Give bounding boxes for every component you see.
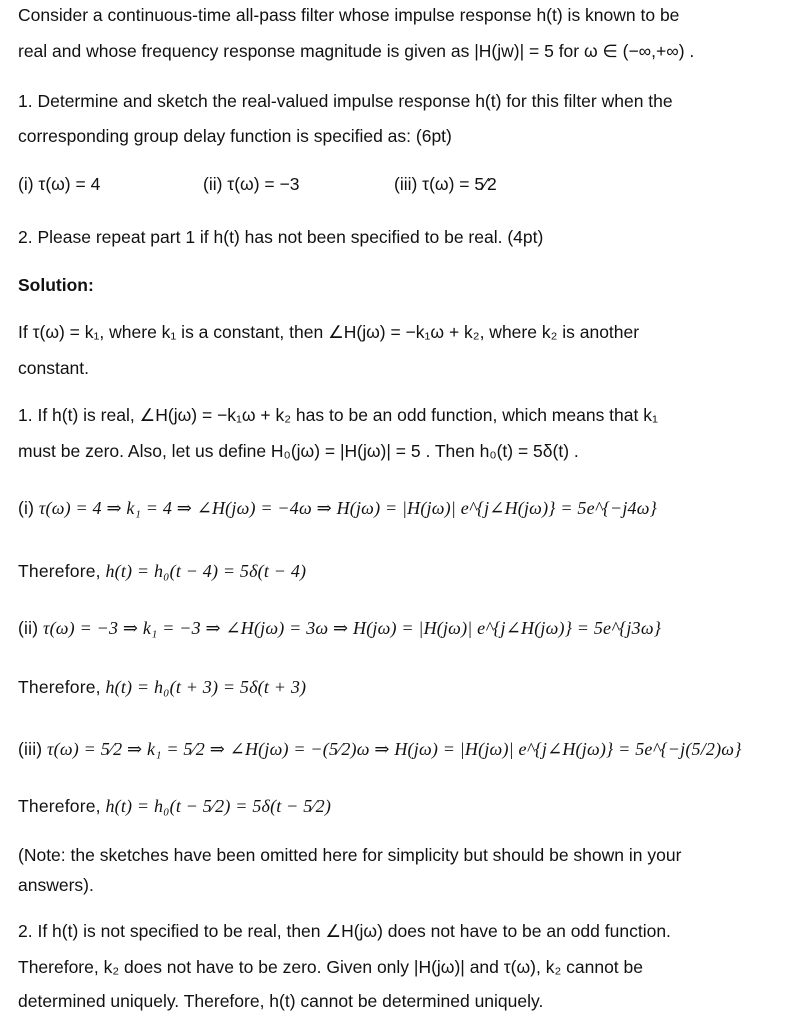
case-ii-equation: τ(ω) = −3 ⇒ k₁ = −3 ⇒ ∠H(jω) = 3ω ⇒ H(jω) = |H(jω)| e^{j∠H(jω)} = 5e^{j3ω}: [42, 618, 662, 638]
case-iii-result-line: [18, 795, 331, 817]
case-i-question: (i) τ(ω) = 4: [18, 174, 101, 194]
case-ii-label: (ii): [18, 618, 39, 638]
case-ii-result-line: [18, 676, 306, 698]
solution-part2-line-3: determined uniquely. Therefore, h(t) cannot be determined uniquely.: [18, 991, 544, 1011]
solution-part2-line-1: 2. If h(t) is not specified to be real, then ∠H(jω) does not have to be an odd function.: [18, 921, 671, 941]
case-ii-equation-line: [18, 617, 661, 639]
case-ii-result: h(t) = h₀(t + 3) = 5δ(t + 3): [105, 677, 307, 697]
case-iii-therefore: Therefore,: [18, 796, 101, 816]
solution-part1-line-2: must be zero. Also, let us define H₀(jω) = |H(jω)| = 5 . Then h₀(t) = 5δ(t) .: [18, 441, 579, 461]
solution-part2-line-2: Therefore, k₂ does not have to be zero. Given only |H(jω)| and τ(ω), k₂ cannot be: [18, 957, 643, 977]
case-i-therefore: Therefore,: [18, 561, 101, 581]
problem-intro-line-2: real and whose frequency response magnitude is given as |H(jw)| = 5 for ω ∈ (−∞,+∞) .: [18, 41, 695, 61]
case-i-result-line: [18, 560, 306, 582]
solution-intro-line-2: constant.: [18, 358, 90, 378]
case-ii-therefore: Therefore,: [18, 677, 101, 697]
case-iii-equation-line: [18, 738, 742, 760]
case-i-equation-line: [18, 497, 657, 519]
case-iii-result: h(t) = h₀(t − 5⁄2) = 5δ(t − 5⁄2): [105, 796, 332, 816]
part1-question-line-2: corresponding group delay function is specified as: (6pt): [18, 126, 452, 146]
note-line-2: answers).: [18, 875, 94, 895]
case-i-label: (i): [18, 498, 35, 518]
part1-question-line-1: 1. Determine and sketch the real-valued impulse response h(t) for this filter when the: [18, 91, 673, 111]
note-line-1: (Note: the sketches have been omitted here for simplicity but should be shown in your: [18, 845, 682, 865]
part2-question: 2. Please repeat part 1 if h(t) has not been specified to be real. (4pt): [18, 227, 544, 247]
case-iii-label: (iii): [18, 739, 43, 759]
solution-part1-line-1: 1. If h(t) is real, ∠H(jω) = −k₁ω + k₂ has to be an odd function, which means that k₁: [18, 405, 658, 425]
solution-intro-line-1: If τ(ω) = k₁, where k₁ is a constant, then ∠H(jω) = −k₁ω + k₂, where k₂ is another: [18, 322, 640, 342]
case-iii-question: (iii) τ(ω) = 5⁄2: [394, 174, 497, 194]
case-i-result: h(t) = h₀(t − 4) = 5δ(t − 4): [105, 561, 307, 581]
case-iii-equation: τ(ω) = 5⁄2 ⇒ k₁ = 5⁄2 ⇒ ∠H(jω) = −(5⁄2)ω ⇒ H(jω) = |H(jω)| e^{j∠H(jω)} = 5e^{−j(5/2)ω}: [47, 739, 742, 759]
case-ii-question: (ii) τ(ω) = −3: [203, 174, 300, 194]
problem-intro-line-1: Consider a continuous-time all-pass filter whose impulse response h(t) is known to be: [18, 5, 680, 25]
solution-heading: Solution:: [18, 275, 94, 295]
case-i-equation: τ(ω) = 4 ⇒ k₁ = 4 ⇒ ∠H(jω) = −4ω ⇒ H(jω) = |H(jω)| e^{j∠H(jω)} = 5e^{−j4ω}: [38, 498, 658, 518]
